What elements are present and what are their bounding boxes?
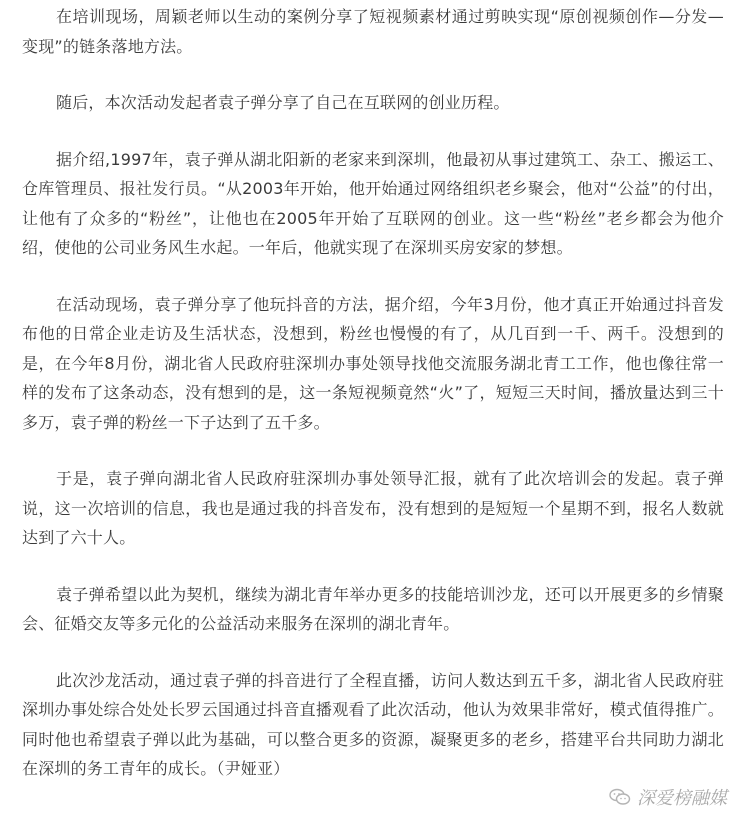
article-paragraph: 于是，袁子弹向湖北省人民政府驻深圳办事处领导汇报，就有了此次培训会的发起。袁子弹说，这一次培训的信息，我也是通过我的抖音发布，没有想到的是短短一个星期不到，报名人数就达到了六十人。 — [22, 469, 724, 547]
article-paragraph: 在活动现场，袁子弹分享了他玩抖音的方法，据介绍，今年3月份，他才真正开始通过抖音发布他的日常企业走访及生活状态，没想到，粉丝也慢慢的有了，从几百到一千、两千。没想到的是，在今年8月份，湖北省人民政府驻深圳办事处领导找他交流服务湖北青工工作，他也像往常一样的发布了这条动态，没有想到的是，这一条短视频竟然“火”了，短短三天时间，播放量达到三十多万，袁子弹的粉丝一下子达到了五千多。 — [22, 294, 724, 432]
wechat-chat-icon — [609, 788, 631, 806]
watermark — [609, 784, 727, 810]
article-paragraph: 在培训现场，周颖老师以生动的案例分享了短视频素材通过剪映实现“原创视频创作—分发—变现”的链条落地方法。 — [22, 7, 724, 56]
article-paragraph: 此次沙龙活动，通过袁子弹的抖音进行了全程直播，访问人数达到五千多，湖北省人民政府驻深圳办事处综合处处长罗云国通过抖音直播观看了此次活动，他认为效果非常好，模式值得推广。同时他也希望袁子弹以此为基础，可以整合更多的资源，凝聚更多的老乡，搭建平台共同助力湖北在深圳的务工青年的成长。（尹娅亚） — [22, 670, 724, 778]
article-paragraph: 袁子弹希望以此为契机，继续为湖北青年举办更多的技能培训沙龙，还可以开展更多的乡情聚会、征婚交友等多元化的公益活动来服务在深圳的湖北青年。 — [22, 584, 724, 633]
watermark-text: 深爱榜融媒 — [637, 788, 727, 809]
article-paragraph: 随后，本次活动发起者袁子弹分享了自己在互联网的创业历程。 — [56, 93, 510, 112]
article-body — [22, 2, 724, 811]
article-paragraph: 据介绍,1997年，袁子弹从湖北阳新的老家来到深圳，他最初从事过建筑工、杂工、搬运工、仓库管理员、报社发行员。“从2003年开始，他开始通过网络组织老乡聚会，他对“公益”的付出，让他有了众多的“粉丝”，让他也在2005年开始了互联网的创业。这一些“粉丝”老乡都会为他介绍，使他的公司业务风生水起。一年后，他就实现了在深圳买房安家的梦想。 — [22, 149, 724, 257]
